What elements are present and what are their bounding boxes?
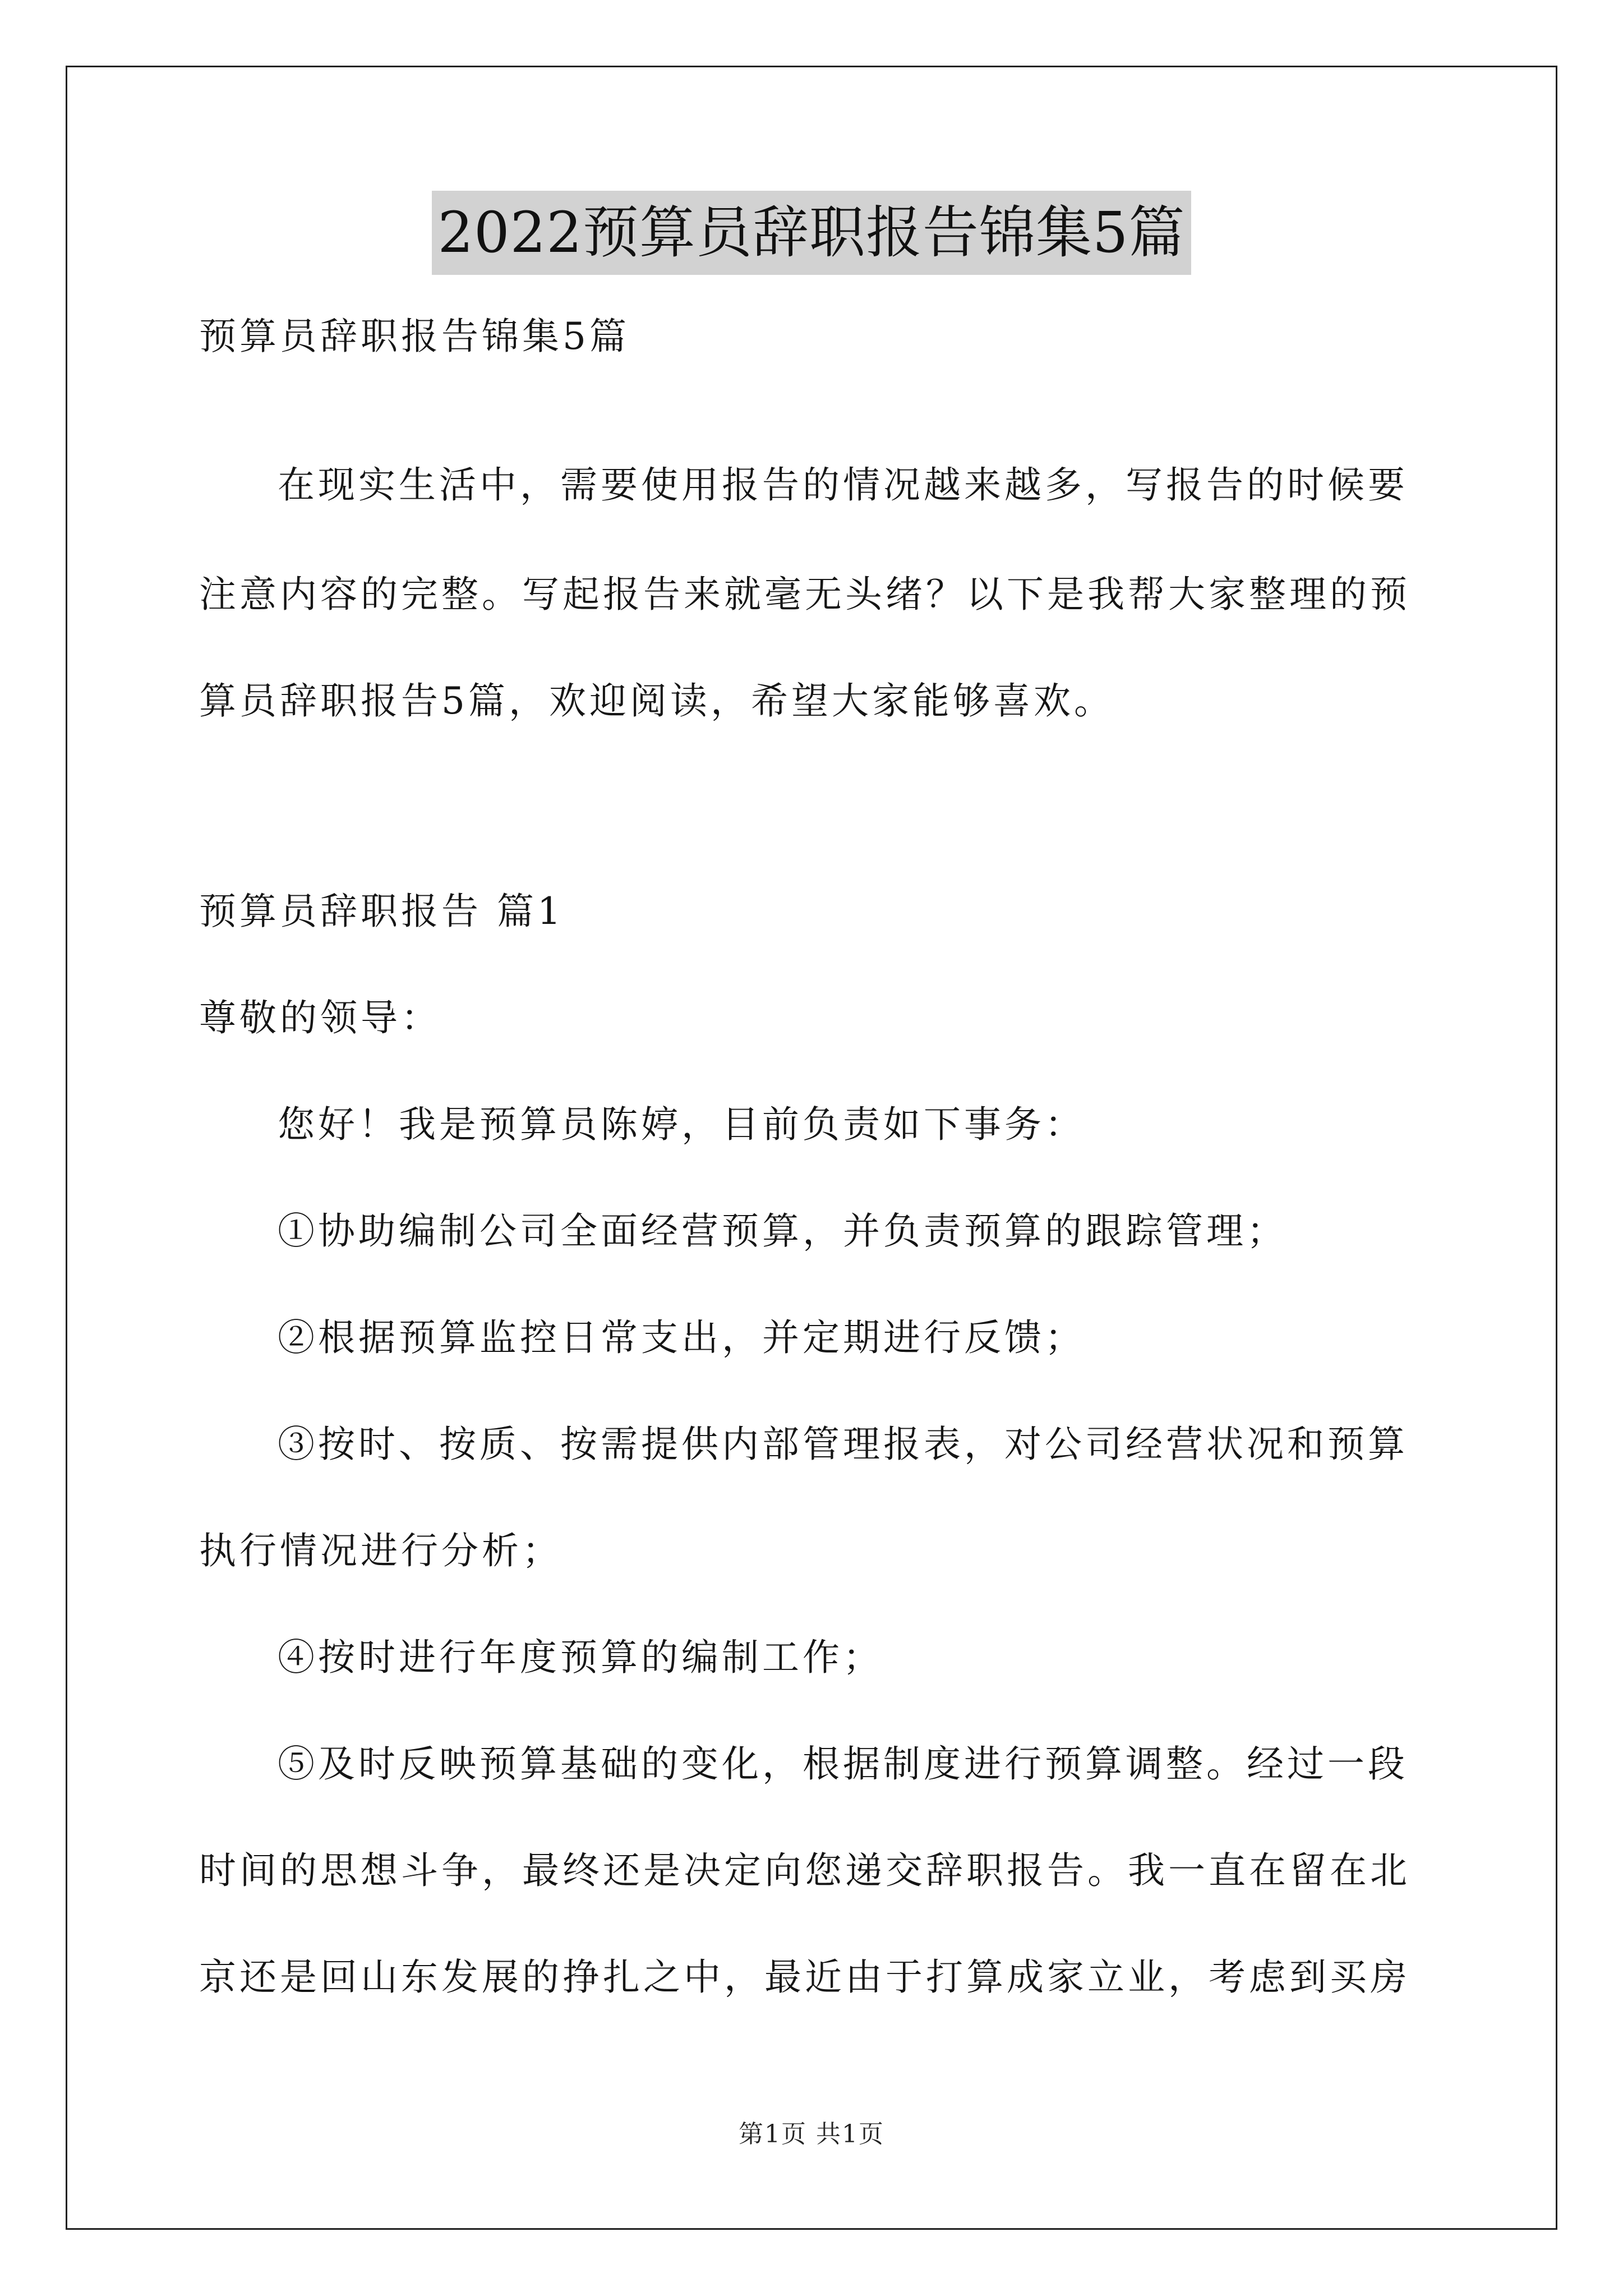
title-container	[0, 191, 1623, 275]
intro-line: 在现实生活中，需要使用报告的情况越来越多，写报告的时候要	[278, 463, 1408, 507]
document-subtitle: 预算员辞职报告锦集5篇	[199, 315, 630, 358]
body-line: 京还是回山东发展的挣扎之中，最近由于打算成家立业，考虑到买房	[199, 1955, 1410, 1999]
page-footer: 第1页 共1页	[739, 2120, 884, 2148]
page-border	[66, 66, 1557, 2230]
body-line: 时间的思想斗争，最终还是决定向您递交辞职报告。我一直在留在北	[199, 1849, 1410, 1892]
body-line: ⑤及时反映预算基础的变化，根据制度进行预算调整。经过一段	[278, 1742, 1408, 1786]
body-line: ④按时进行年度预算的编制工作；	[278, 1636, 883, 1679]
body-line: 您好！我是预算员陈婷，目前负责如下事务：	[278, 1103, 1085, 1146]
intro-line: 算员辞职报告5篇，欢迎阅读，希望大家能够喜欢。	[199, 679, 1114, 723]
intro-line: 注意内容的完整。写起报告来就毫无头绪？以下是我帮大家整理的预	[199, 573, 1410, 616]
document-title: 2022预算员辞职报告锦集5篇	[432, 191, 1191, 275]
body-line: ①协助编制公司全面经营预算，并负责预算的跟踪管理；	[278, 1209, 1287, 1253]
body-line: ②根据预算监控日常支出，并定期进行反馈；	[278, 1316, 1085, 1359]
body-line: 执行情况进行分析；	[199, 1529, 562, 1572]
section-heading: 预算员辞职报告 篇1	[199, 890, 564, 933]
body-line: ③按时、按质、按需提供内部管理报表，对公司经营状况和预算	[278, 1423, 1408, 1466]
salutation: 尊敬的领导：	[199, 996, 441, 1039]
